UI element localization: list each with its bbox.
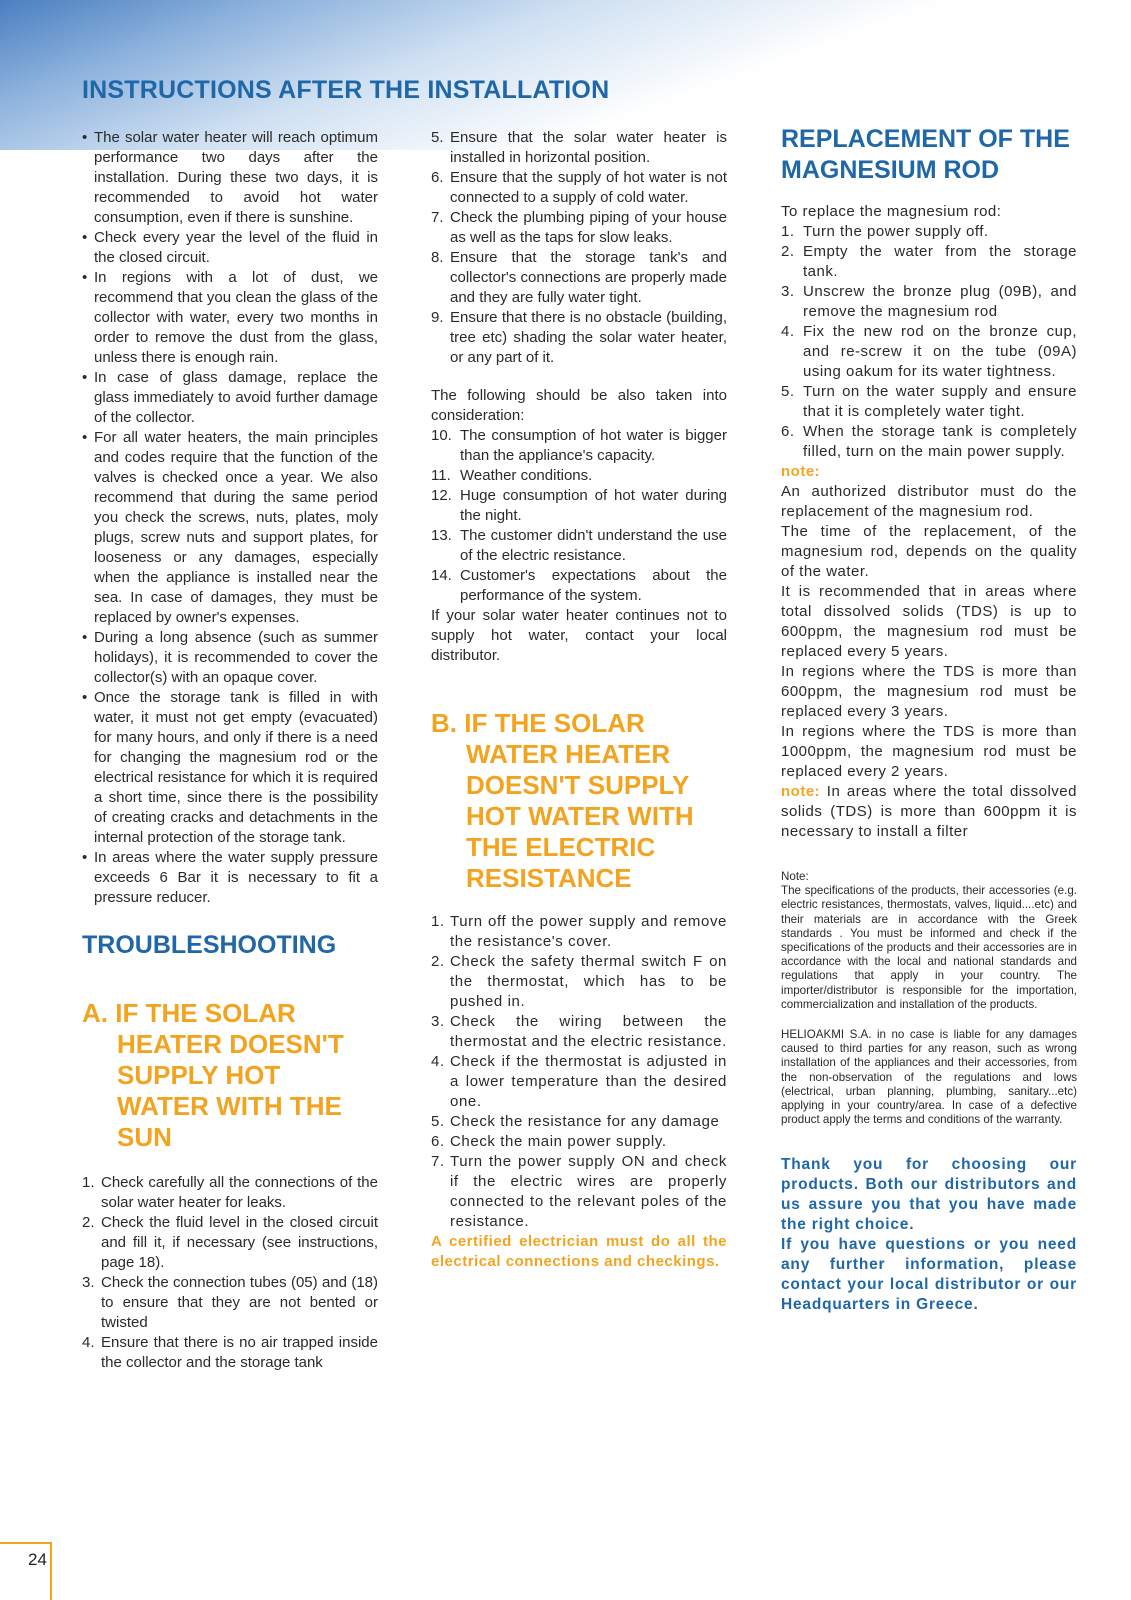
bullet-item: • In areas where the water supply pressure exceeds 6 Bar it is necessary to fit a pressure reducer. xyxy=(82,848,378,908)
note-text: An authorized distributor must do the replacement of the magnesium rod. xyxy=(781,483,1077,520)
list-number: 2. xyxy=(431,953,445,970)
list-number: 5. xyxy=(431,129,444,146)
list-item xyxy=(781,382,1077,422)
consideration-intro: The following should be also taken into consideration: xyxy=(431,387,727,424)
page-number-box xyxy=(0,1542,52,1600)
list-text: Ensure that there is no air trapped inside the collector and the storage tank xyxy=(101,1334,378,1371)
bullet-item: • During a long absence (such as summer holidays), it is recommended to cover the collector(s) with an opaque cover. xyxy=(82,628,378,688)
list-item xyxy=(431,1012,727,1052)
list-number: 8. xyxy=(431,249,444,266)
list-number: 6. xyxy=(431,169,444,186)
list-number: 3. xyxy=(82,1274,95,1291)
list-item xyxy=(431,128,727,168)
replacement-steps xyxy=(781,222,1077,462)
list-item xyxy=(82,1173,378,1213)
list-number: 4. xyxy=(781,323,795,340)
list-number: 12. xyxy=(431,487,452,504)
contact-distributor-text: If your solar water heater continues not to supply hot water, contact your local distributor. xyxy=(431,607,727,664)
page-title: INSTRUCTIONS AFTER THE INSTALLATION xyxy=(82,76,610,104)
list-text: Check the fluid level in the closed circuit and fill it, if necessary (see instructions, page 18). xyxy=(101,1214,378,1271)
consideration-list xyxy=(431,426,727,606)
list-text: Ensure that there is no obstacle (building, tree etc) shading the solar water heater, or any part of it. xyxy=(450,309,727,366)
list-item xyxy=(781,422,1077,462)
tds-600-text: It is recommended that in areas where total dissolved solids (TDS) is up to 600ppm, the magnesium rod must be replaced every 5 years. xyxy=(781,583,1077,660)
list-number: 4. xyxy=(82,1334,95,1351)
list-text: When the storage tank is completely filled, turn on the main power supply. xyxy=(803,423,1077,460)
list-text: Check the resistance for any damage xyxy=(450,1113,720,1130)
list-text: Customer's expectations about the performance of the system. xyxy=(460,567,727,604)
section-a-letter: A. xyxy=(82,998,108,1028)
list-item xyxy=(431,466,727,486)
section-a-steps-continued xyxy=(431,128,727,368)
list-text: Empty the water from the storage tank. xyxy=(803,243,1077,280)
small-note-label: Note: xyxy=(781,870,809,883)
bullet-item: • In case of glass damage, replace the glass immediately to avoid further damage of the collector. xyxy=(82,368,378,428)
list-text: Ensure that the supply of hot water is not connected to a supply of cold water. xyxy=(450,169,727,206)
list-item xyxy=(781,322,1077,382)
list-item xyxy=(431,566,727,606)
list-item xyxy=(431,168,727,208)
list-item xyxy=(431,1152,727,1232)
filter-note-text: In areas where the total dissolved solids (TDS) is more than 600ppm it is necessary to install a filter xyxy=(781,783,1077,840)
list-item xyxy=(781,222,1077,242)
replacement-time-text: The time of the replacement, of the magnesium rod, depends on the quality of the water. xyxy=(781,523,1077,580)
bullet-item: • For all water heaters, the main principles and codes require that the function of the valves is checked once a year. We also recommend that during the same period you check the screws, nuts, plates, moly plugs, screw nuts and support plates, for looseness or any damages, especially when the appliance is installed near the sea. In case of damages, they must be replaced by owner's expenses. xyxy=(82,428,378,628)
list-item xyxy=(431,912,727,952)
list-text: Ensure that the storage tank's and collector's connections are properly made and they are fully water tight. xyxy=(450,249,727,306)
list-text: Ensure that the solar water heater is installed in horizontal position. xyxy=(450,129,727,166)
list-item xyxy=(431,1132,727,1152)
list-number: 7. xyxy=(431,1153,445,1170)
bullet-item: • In regions with a lot of dust, we recommend that you clean the glass of the collector with water, every two months in order to remove the dust from the glass, unless there is enough rain. xyxy=(82,268,378,368)
thanks-message: Thank you for choosing our products. Both our distributors and us assure you that you have made the right choice. xyxy=(781,1156,1077,1234)
section-a-title: IF THE SOLAR HEATER DOESN'T SUPPLY HOT WATER WITH THE SUN xyxy=(115,998,344,1152)
list-text: Check the wiring between the thermostat and the electric resistance. xyxy=(450,1013,727,1050)
specifications-note: The specifications of the products, their accessories (e.g. electric resistances, thermostats, valves, liquid....etc) and their materials are in accordance with the Greek standards . You must be informed and check if the specifications of the products and their accessories are in accordance with the local and national standards and regulations that apply in your country. The importer/distributor is responsible for the importation, commercialization and installation of the products. xyxy=(781,884,1077,1011)
list-item xyxy=(82,1213,378,1273)
list-text: Weather conditions. xyxy=(460,467,593,484)
list-text: Unscrew the bronze plug (09B), and remove the magnesium rod xyxy=(803,283,1077,320)
note-label: note: xyxy=(781,783,821,800)
note-block xyxy=(781,462,1077,482)
list-text: The customer didn't understand the use of the electric resistance. xyxy=(460,527,727,564)
list-number: 7. xyxy=(431,209,444,226)
filter-note xyxy=(781,782,1077,842)
column-right xyxy=(781,125,1077,1315)
list-number: 6. xyxy=(781,423,795,440)
note-label: note: xyxy=(781,463,821,480)
replacement-intro: To replace the magnesium rod: xyxy=(781,203,1002,220)
bullet-item: • Once the storage tank is filled in with water, it must not get empty (evacuated) for many hours, and only if there is a need for changing the magnesium rod or the electrical resistance for which it is required a short time, since there is the possibility of creating cracks and detachments in the internal protection of the storage tank. xyxy=(82,688,378,848)
list-number: 11. xyxy=(431,467,451,484)
section-a-steps xyxy=(82,1173,378,1373)
page-number: 24 xyxy=(28,1550,47,1569)
list-item xyxy=(431,208,727,248)
section-a-heading xyxy=(82,998,378,1153)
list-number: 2. xyxy=(781,243,795,260)
list-item xyxy=(431,1112,727,1132)
list-item xyxy=(431,526,727,566)
bullet-item: • The solar water heater will reach optimum performance two days after the installation. During these two days, it is recommended to avoid hot water consumption, even if there is sunshine. xyxy=(82,128,378,228)
list-number: 3. xyxy=(781,283,795,300)
questions-message: If you have questions or you need any further information, please contact your local distributor or our Headquarters in Greece. xyxy=(781,1236,1077,1314)
list-item xyxy=(431,486,727,526)
list-item xyxy=(82,1273,378,1333)
list-text: Turn the power supply off. xyxy=(803,223,989,240)
list-number: 2. xyxy=(82,1214,95,1231)
list-item xyxy=(431,1052,727,1112)
bullet-item: • Check every year the level of the fluid in the closed circuit. xyxy=(82,228,378,268)
list-item xyxy=(431,426,727,466)
after-install-bullets xyxy=(82,128,378,908)
list-text: Fix the new rod on the bronze cup, and re-screw it on the tube (09A) using oakum for its water tightness. xyxy=(803,323,1077,380)
list-item xyxy=(82,1333,378,1373)
tds-more-1000-text: In regions where the TDS is more than 1000ppm, the magnesium rod must be replaced every 2 years. xyxy=(781,723,1077,780)
section-b-heading xyxy=(431,708,727,894)
troubleshooting-heading: TROUBLESHOOTING xyxy=(82,931,337,959)
list-item xyxy=(781,242,1077,282)
list-text: Check if the thermostat is adjusted in a lower temperature than the desired one. xyxy=(450,1053,727,1110)
list-number: 13. xyxy=(431,527,452,544)
list-text: Check the plumbing piping of your house as well as the taps for slow leaks. xyxy=(450,209,727,246)
list-item xyxy=(431,248,727,308)
list-number: 5. xyxy=(781,383,795,400)
list-text: Turn the power supply ON and check if the electric wires are properly connected to the relevant poles of the resistance. xyxy=(450,1153,727,1230)
column-left xyxy=(82,128,378,1373)
list-text: Turn off the power supply and remove the resistance's cover. xyxy=(450,913,727,950)
list-text: The consumption of hot water is bigger than the appliance's capacity. xyxy=(460,427,727,464)
list-text: Huge consumption of hot water during the night. xyxy=(460,487,727,524)
liability-note: HELIOAKMI S.A. in no case is liable for any damages caused to third parties for any reason, such as wrong installation of the appliances and their accessories, from the non-observation of the regulations and lows (electrical, urban planning, plumbing, sanitary...etc) applying in your country/area. In case of a defective product apply the terms and conditions of the warranty. xyxy=(781,1028,1077,1127)
list-text: Turn on the water supply and ensure that it is completely water tight. xyxy=(803,383,1077,420)
list-text: Check the connection tubes (05) and (18) to ensure that they are not bented or twisted xyxy=(101,1274,378,1331)
list-number: 14. xyxy=(431,567,452,584)
list-number: 1. xyxy=(781,223,795,240)
list-number: 1. xyxy=(82,1174,95,1191)
list-item xyxy=(431,308,727,368)
tds-more-600-text: In regions where the TDS is more than 600ppm, the magnesium rod must be replaced every 3 years. xyxy=(781,663,1077,720)
list-number: 9. xyxy=(431,309,444,326)
list-text: Check carefully all the connections of the solar water heater for leaks. xyxy=(101,1174,378,1211)
list-number: 10. xyxy=(431,427,452,444)
section-b-letter: B. xyxy=(431,708,457,738)
replacement-heading: REPLACEMENT OF THE MAGNESIUM ROD xyxy=(781,125,1070,184)
list-number: 3. xyxy=(431,1013,445,1030)
list-item xyxy=(781,282,1077,322)
section-b-title: IF THE SOLAR WATER HEATER DOESN'T SUPPLY HOT WATER WITH THE ELECTRIC RESISTANCE xyxy=(464,708,694,893)
list-text: Check the safety thermal switch F on the thermostat, which has to be pushed in. xyxy=(450,953,727,1010)
list-number: 6. xyxy=(431,1133,445,1150)
list-number: 4. xyxy=(431,1053,445,1070)
list-item xyxy=(431,952,727,1012)
column-middle xyxy=(431,128,727,1272)
section-b-steps xyxy=(431,912,727,1232)
list-number: 5. xyxy=(431,1113,445,1130)
list-text: Check the main power supply. xyxy=(450,1133,667,1150)
list-number: 1. xyxy=(431,913,445,930)
electrician-warning: A certified electrician must do all the electrical connections and checkings. xyxy=(431,1233,727,1270)
